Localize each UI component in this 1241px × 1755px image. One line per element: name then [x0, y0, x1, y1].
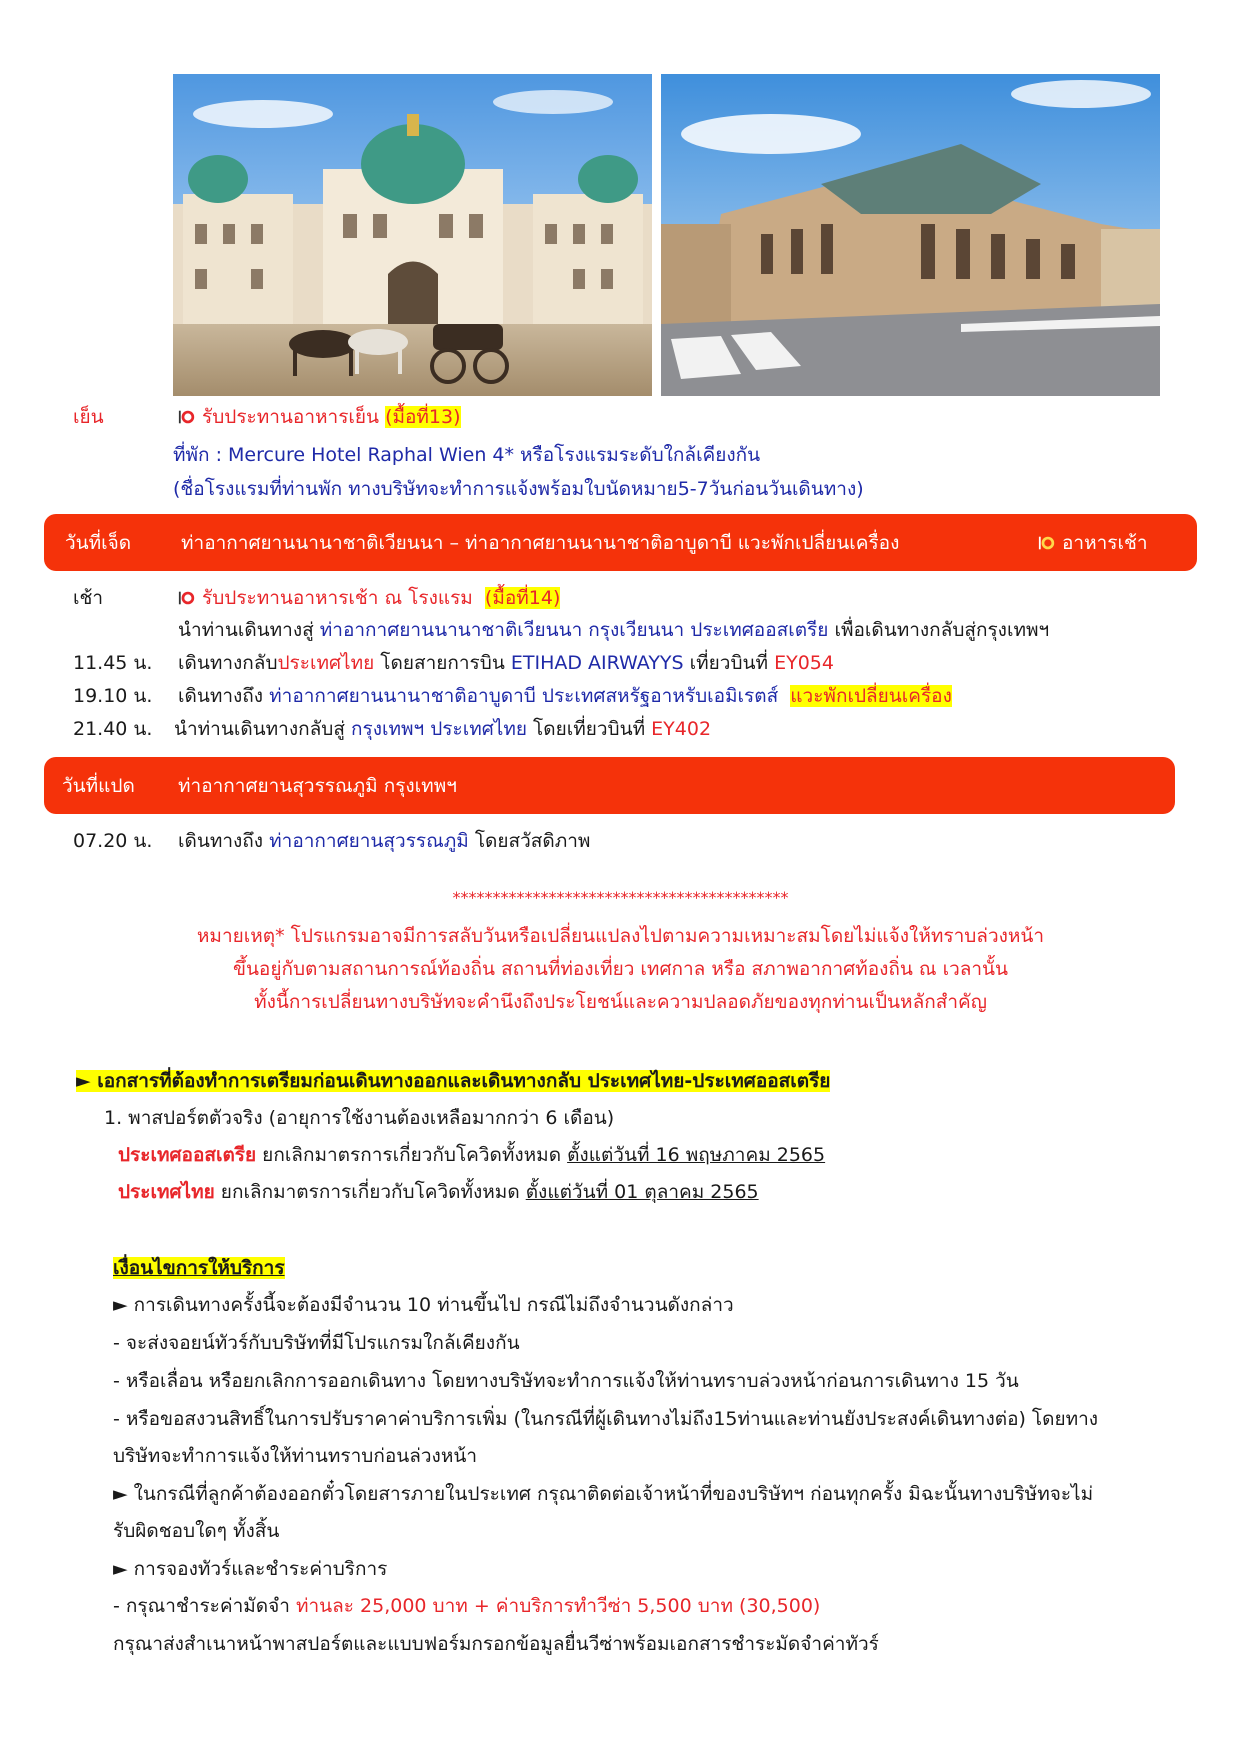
condition-8: กรุณาส่งสำเนาหน้าพาสปอร์ตและแบบฟอร์มกรอกข้อมูลยื่นวีซ่าพร้อมเอกสารชำระมัดจำค่าทัวร์ — [113, 1633, 879, 1655]
flight-time-1: 11.45 น. — [73, 652, 153, 674]
remark-line-1: หมายเหตุ* โปรแกรมอาจมีการสลับวันหรือเปลี่ยนแปลงไปตามความเหมาะสมโดยไม่แจ้งให้ทราบล่วงหน้า — [196, 925, 1045, 947]
day7-meal — [1038, 528, 1148, 558]
condition-5b: รับผิดชอบใดๆ ทั้งสิ้น — [113, 1520, 280, 1542]
condition-7: - กรุณาชำระค่ามัดจำ ท่านละ 25,000 บาท + ค่าบริการทำวีซ่า 5,500 บาท (30,500) — [113, 1595, 821, 1617]
day8-label: วันที่แปด — [62, 775, 135, 797]
morning-time: เช้า — [73, 587, 104, 609]
evening-meal-line — [178, 404, 461, 430]
day8-header — [44, 757, 1175, 814]
condition-4b: บริษัทจะทำการแจ้งให้ท่านทราบก่อนล่วงหน้า — [113, 1445, 477, 1467]
day7-line1: นำท่านเดินทางสู่ ท่าอากาศยานนานาชาติเวียนนา กรุงเวียนนา ประเทศออสเตรีย เพื่อเดินทางกลับสู่กรุงเทพฯ — [178, 619, 1050, 641]
meal-icon — [178, 408, 196, 426]
condition-1: ► การเดินทางครั้งนี้จะต้องมีจำนวน 10 ท่านขึ้นไป กรณีไม่ถึงจำนวนดังกล่าว — [113, 1294, 734, 1316]
meal-icon — [178, 589, 196, 607]
day7-line3: เดินทางถึง ท่าอากาศยานนานาชาติอาบูดาบี ประเทศสหรัฐอาหรับเอมิเรตส์ แวะพักเปลี่ยนเครื่อง — [178, 685, 952, 707]
condition-6: ► การจองทัวร์และชำระค่าบริการ — [113, 1558, 388, 1580]
condition-3: - หรือเลื่อน หรือยกเลิกการออกเดินทาง โดยทางบริษัทจะทำการแจ้งให้ท่านทราบล่วงหน้าก่อนการเดินทาง 15 วัน — [113, 1370, 1019, 1392]
day7-header — [44, 514, 1197, 571]
thailand-covid-line: ประเทศไทย ยกเลิกมาตรการเกี่ยวกับโควิดทั้งหมด ตั้งแต่วันที่ 01 ตุลาคม 2565 — [118, 1181, 759, 1203]
conditions-heading: เงื่อนไขการให้บริการ — [113, 1257, 285, 1279]
flight-time-2: 19.10 น. — [73, 685, 153, 707]
day7-meal-text: อาหารเช้า — [1062, 532, 1148, 554]
evening-meal-no: (มื้อที่13) — [385, 406, 461, 428]
evening-time: เย็น — [73, 406, 104, 428]
hotel-note: (ชื่อโรงแรมที่ท่านพัก ทางบริษัทจะทำการแจ้งพร้อมใบนัดหมาย5-7วันก่อนวันเดินทาง) — [173, 478, 864, 500]
austria-covid-line: ประเทศออสเตรีย ยกเลิกมาตรการเกี่ยวกับโควิดทั้งหมด ตั้งแต่วันที่ 16 พฤษภาคม 2565 — [118, 1144, 826, 1166]
remark-line-3: ทั้งนี้การเปลี่ยนทางบริษัทจะคำนึงถึงประโยชน์และความปลอดภัยของทุกท่านเป็นหลักสำคัญ — [254, 991, 987, 1013]
day7-line4: นำท่านเดินทางกลับสู่ กรุงเทพฯ ประเทศไทย โดยเที่ยวบินที่ EY402 — [174, 718, 712, 740]
evening-meal-text: รับประทานอาหารเย็น — [202, 406, 380, 428]
hofburg-palace-photo — [173, 74, 652, 396]
condition-4a: - หรือขอสงวนสิทธิ์ในการปรับราคาค่าบริการเพิ่ม (ในกรณีที่ผู้เดินทางไม่ถึง15ท่านและท่านยังประสงค์เดินทางต่อ) โดยทาง — [113, 1408, 1099, 1430]
morning-meal-no: (มื้อที่14) — [484, 587, 561, 609]
flight-time-3: 21.40 น. — [73, 718, 153, 740]
remark-line-2: ขึ้นอยู่กับตามสถานการณ์ท้องถิ่น สถานที่ท่องเที่ยว เทศกาล หรือ สภาพอากาศท้องถิ่น ณ เวลานั้น — [232, 958, 1009, 980]
stars-divider: ****************************************** — [452, 888, 789, 907]
hotel-name: ที่พัก : Mercure Hotel Raphal Wien 4* หรือโรงแรมระดับใกล้เคียงกัน — [173, 444, 761, 466]
day7-label: วันที่เจ็ด — [65, 532, 132, 554]
vienna-opera-photo — [661, 74, 1160, 396]
day7-line2: เดินทางกลับประเทศไทย โดยสายการบิน ETIHAD AIRWAYYS เที่ยวบินที่ EY054 — [178, 652, 834, 674]
meal-icon — [1038, 534, 1056, 552]
documents-heading: ► เอกสารที่ต้องทำการเตรียมก่อนเดินทางออกและเดินทางกลับ ประเทศไทย-ประเทศออสเตรีย — [76, 1070, 831, 1092]
day8-title: ท่าอากาศยานสุวรรณภูมิ กรุงเทพฯ — [178, 775, 457, 797]
arrival-time: 07.20 น. — [73, 830, 153, 852]
documents-item-1: 1. พาสปอร์ตตัวจริง (อายุการใช้งานต้องเหลือมากกว่า 6 เดือน) — [104, 1107, 615, 1129]
condition-2: - จะส่งจอยน์ทัวร์กับบริษัทที่มีโปรแกรมใกล้เคียงกัน — [113, 1332, 520, 1354]
day8-line1: เดินทางถึง ท่าอากาศยานสุวรรณภูมิ โดยสวัสดิภาพ — [178, 830, 591, 852]
morning-meal-text: รับประทานอาหารเช้า ณ โรงแรม — [202, 587, 473, 609]
day7-title: ท่าอากาศยานนานาชาติเวียนนา – ท่าอากาศยานนานาชาติอาบูดาบี แวะพักเปลี่ยนเครื่อง — [181, 532, 900, 554]
condition-5a: ► ในกรณีที่ลูกค้าต้องออกตั๋วโดยสารภายในประเทศ กรุณาติดต่อเจ้าหน้าที่ของบริษัทฯ ก่อนทุกครั้ง มิฉะนั้นทางบริษัทจะไม่ — [113, 1483, 1094, 1505]
morning-meal-line — [178, 585, 560, 611]
